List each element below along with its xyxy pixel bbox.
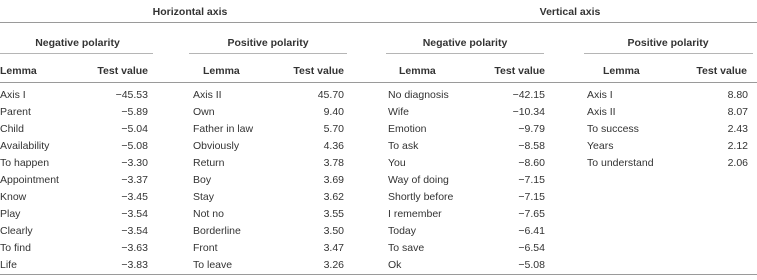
- test-value-cell: 3.55: [323, 208, 344, 220]
- polarity-rule: [189, 53, 347, 54]
- lemma-cell: Ok: [388, 259, 402, 271]
- lemma-cell: Life: [0, 259, 17, 271]
- test-value-cell: −5.89: [121, 106, 148, 118]
- lemma-cell: I remember: [388, 208, 442, 220]
- lemma-cell: Clearly: [0, 225, 33, 237]
- lemma-cell: Axis I: [0, 89, 26, 101]
- test-value-cell: 8.07: [727, 106, 748, 118]
- lemma-cell: To success: [587, 123, 639, 135]
- test-value-cell: −7.65: [518, 208, 545, 220]
- polarity-header: Positive polarity: [627, 37, 709, 49]
- polarity-rule: [386, 53, 544, 54]
- polarity-rule: [0, 53, 153, 54]
- lemma-cell: Availability: [0, 140, 50, 152]
- test-value-cell: −9.79: [518, 123, 545, 135]
- lemma-cell: Axis II: [587, 106, 616, 118]
- test-value-cell: 8.80: [727, 89, 748, 101]
- test-value-cell: 45.70: [317, 89, 344, 101]
- test-value-cell: 3.78: [323, 157, 344, 169]
- axis-header-horizontal: Horizontal axis: [152, 6, 228, 18]
- test-value-cell: −7.15: [518, 191, 545, 203]
- lemma-cell: To understand: [587, 157, 654, 169]
- test-value-cell: 2.06: [727, 157, 748, 169]
- test-value-cell: 9.40: [323, 106, 344, 118]
- test-value-cell: −8.60: [518, 157, 545, 169]
- test-value-cell: 3.47: [323, 242, 344, 254]
- test-value-cell: −45.53: [115, 89, 148, 101]
- test-value-cell: −7.15: [518, 174, 545, 186]
- polarity-header: Negative polarity: [35, 37, 120, 49]
- column-header-test-value: Test value: [494, 65, 545, 77]
- test-value-cell: 4.36: [323, 140, 344, 152]
- test-value-cell: −6.54: [518, 242, 545, 254]
- lemma-cell: Play: [0, 208, 21, 220]
- lemma-cell: To find: [0, 242, 31, 254]
- polarity-header: Positive polarity: [227, 37, 309, 49]
- test-value-cell: −3.83: [121, 259, 148, 271]
- column-header-rule: [0, 82, 757, 83]
- lemma-cell: Way of doing: [388, 174, 449, 186]
- polarity-header: Negative polarity: [422, 37, 508, 49]
- lemma-cell: Emotion: [388, 123, 427, 135]
- lemma-cell: Not no: [193, 208, 224, 220]
- test-value-cell: −3.45: [121, 191, 148, 203]
- column-header-test-value: Test value: [696, 65, 747, 77]
- lemma-cell: You: [388, 157, 406, 169]
- lemma-cell: Today: [388, 225, 417, 237]
- column-header-lemma: Lemma: [399, 65, 436, 77]
- column-header-lemma: Lemma: [203, 65, 240, 77]
- lemma-cell: Own: [193, 106, 215, 118]
- test-value-cell: −3.54: [121, 225, 148, 237]
- test-value-cell: −3.54: [121, 208, 148, 220]
- lemma-cell: Boy: [193, 174, 212, 186]
- lemma-cell: To save: [388, 242, 425, 254]
- test-value-cell: −3.30: [121, 157, 148, 169]
- table-bottom-rule: [0, 274, 757, 275]
- lemma-cell: Years: [587, 140, 614, 152]
- lemma-cell: Father in law: [193, 123, 254, 135]
- test-value-cell: 2.43: [727, 123, 748, 135]
- test-value-cell: 5.70: [323, 123, 344, 135]
- test-value-cell: −42.15: [512, 89, 545, 101]
- test-value-cell: −5.04: [121, 123, 148, 135]
- lemma-cell: Borderline: [193, 225, 241, 237]
- lemma-cell: Obviously: [193, 140, 240, 152]
- lemma-cell: Parent: [0, 106, 31, 118]
- lemma-cell: Return: [193, 157, 225, 169]
- test-value-cell: −8.58: [518, 140, 545, 152]
- lemma-cell: Know: [0, 191, 27, 203]
- test-value-cell: −3.37: [121, 174, 148, 186]
- lemma-cell: Appointment: [0, 174, 59, 186]
- polarity-rule: [584, 53, 753, 54]
- lemma-cell: Stay: [193, 191, 215, 203]
- test-value-cell: −3.63: [121, 242, 148, 254]
- lemma-cell: Axis II: [193, 89, 222, 101]
- axis-header-vertical: Vertical axis: [539, 6, 601, 18]
- test-value-cell: 3.50: [323, 225, 344, 237]
- lemma-cell: Axis I: [587, 89, 613, 101]
- test-value-cell: −5.08: [121, 140, 148, 152]
- test-value-cell: −10.34: [512, 106, 545, 118]
- lemma-cell: No diagnosis: [388, 89, 449, 101]
- test-value-cell: 3.62: [323, 191, 344, 203]
- test-value-cell: 2.12: [727, 140, 748, 152]
- column-header-lemma: Lemma: [0, 65, 37, 77]
- test-value-cell: −6.41: [518, 225, 545, 237]
- lemma-cell: To happen: [0, 157, 50, 169]
- test-value-cell: −5.08: [518, 259, 545, 271]
- column-header-lemma: Lemma: [603, 65, 640, 77]
- lemma-cell: To ask: [388, 140, 419, 152]
- lemma-cell: Shortly before: [388, 191, 454, 203]
- lemma-cell: Wife: [388, 106, 409, 118]
- test-value-cell: 3.69: [323, 174, 344, 186]
- axis-header-rule: [0, 22, 757, 23]
- column-header-test-value: Test value: [97, 65, 148, 77]
- column-header-test-value: Test value: [293, 65, 344, 77]
- lemma-cell: Front: [193, 242, 218, 254]
- test-value-cell: 3.26: [323, 259, 344, 271]
- lemma-cell: To leave: [193, 259, 233, 271]
- lemma-cell: Child: [0, 123, 24, 135]
